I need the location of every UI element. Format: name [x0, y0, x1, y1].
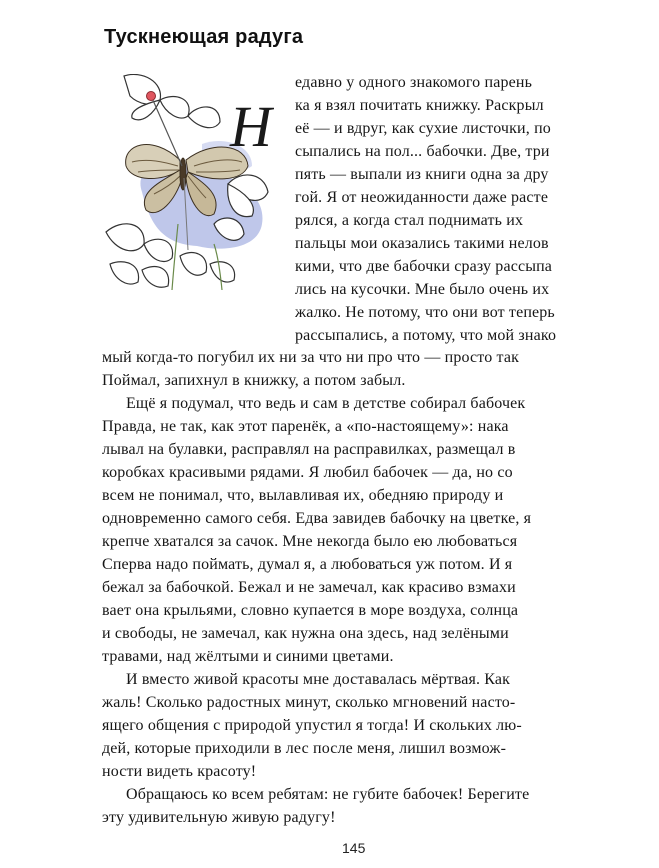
text-line: крепче хватался за сачок. Мне некогда было ею любоваться — [102, 533, 518, 550]
text-line: всем не понимал, что, вылавливая их, обедняю природу и — [102, 487, 504, 504]
text-line: Правда, не так, как этот паренёк, а «по-настоящему»: нака — [102, 418, 509, 435]
text-line: едавно у одного знакомого парень — [295, 74, 533, 91]
text-line: вает она крыльями, словно купается в море воздуха, солнца — [102, 602, 519, 619]
text-line: бежал за бабочкой. Бежал и не замечал, как красиво взмахи — [102, 579, 516, 596]
text-line: ка я взял почитать книжку. Раскрыл — [295, 97, 544, 114]
butterfly-dropcap-illustration — [102, 74, 274, 290]
text-line: эту удивительную живую радугу! — [102, 809, 336, 826]
text-line: коробках красивыми рядами. Я любил бабочек — да, но со — [102, 464, 513, 481]
text-line: пять — выпали из книги одна за дру — [295, 166, 549, 183]
page-number: 145 — [342, 840, 366, 856]
text-line: её — и вдруг, как сухие листочки, по — [295, 120, 551, 137]
text-line: и свободы, не замечал, как нужна она здесь, над зелёными — [102, 625, 509, 642]
drop-cap-letter: Н — [230, 94, 272, 159]
text-line: кими, что две бабочки сразу рассыпа — [295, 258, 553, 275]
text-line: ности видеть красоту! — [102, 763, 257, 780]
text-line: жаль! Сколько радостных минут, сколько мгновений насто- — [102, 694, 516, 711]
text-line: Сперва надо поймать, думал я, а любоваться уж потом. И я — [102, 556, 513, 573]
text-line: Поймал, запихнул в книжку, а потом забыл. — [102, 372, 406, 389]
text-line: ящего общения с природой упустил я тогда! И скольких лю- — [102, 717, 522, 734]
text-line: Ещё я подумал, что ведь и сам в детстве собирал бабочек — [126, 395, 526, 412]
text-line: жалко. Не потому, что они вот теперь — [295, 304, 555, 321]
text-line: лывал на булавки, расправлял на расправилках, размещал в — [102, 441, 516, 458]
text-line: одновременно самого себя. Едва завидев бабочку на цветке, я — [102, 510, 532, 527]
text-line: пальцы мои оказались такими нелов — [295, 235, 549, 252]
text-line: И вместо живой красоты мне доставалась мёртвая. Как — [126, 671, 511, 688]
text-line: травами, над жёлтыми и синими цветами. — [102, 648, 394, 665]
text-line: мый когда-то погубил их ни за что ни про что — просто так — [102, 349, 520, 366]
text-line: лись на кусочки. Мне было очень их — [295, 281, 550, 298]
text-line: рялся, а когда стал поднимать их — [295, 212, 524, 229]
text-line: гой. Я от неожиданности даже расте — [295, 189, 549, 206]
text-line: Обращаюсь ко всем ребятам: не губите бабочек! Берегите — [126, 786, 530, 803]
text-line: сыпались на пол... бабочки. Две, три — [295, 143, 550, 160]
text-line: рассыпались, а потому, что мой знако — [295, 327, 557, 344]
text-line: дей, которые приходили в лес после меня, лишил возмож- — [102, 740, 507, 757]
chapter-title: Тускнеющая радуга — [104, 26, 304, 48]
